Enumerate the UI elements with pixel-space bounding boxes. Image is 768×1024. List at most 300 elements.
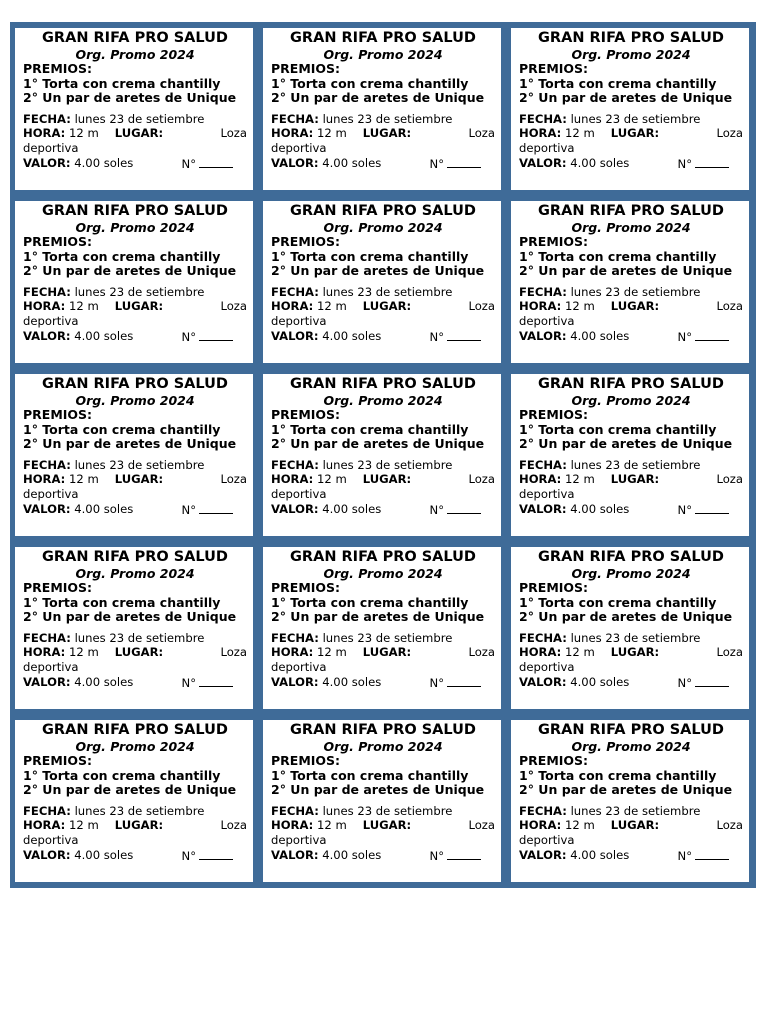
ticket-title: GRAN RIFA PRO SALUD: [290, 722, 476, 738]
ticket-number: [678, 675, 729, 691]
valor-row: [519, 848, 743, 864]
fecha-label: FECHA:: [519, 630, 567, 645]
lugar-value-line1: Loza: [716, 299, 743, 314]
ticket-number-blank: [199, 675, 233, 687]
ticket-title: GRAN RIFA PRO SALUD: [538, 722, 724, 738]
fecha-value: lunes 23 de setiembre: [74, 111, 205, 126]
fecha-row: [519, 804, 743, 819]
prizes-heading: PREMIOS:: [271, 61, 341, 76]
hora-label: HORA:: [519, 299, 562, 314]
prize-second: 2° Un par de aretes de Unique: [271, 782, 485, 797]
hora-value: 12 m: [69, 472, 99, 487]
lugar-value-line2: deportiva: [23, 833, 79, 848]
lugar-continuation-row: [23, 141, 247, 156]
fecha-label: FECHA:: [271, 284, 319, 299]
fecha-value: lunes 23 de setiembre: [74, 630, 205, 645]
ticket-number-label: N°: [677, 156, 692, 171]
raffle-ticket: [15, 28, 253, 190]
prizes-heading: PREMIOS:: [519, 753, 589, 768]
prizes-heading: PREMIOS:: [271, 234, 341, 249]
lugar-value-line2: deportiva: [519, 487, 575, 502]
raffle-ticket: [511, 201, 749, 363]
fecha-value: lunes 23 de setiembre: [570, 457, 701, 472]
ticket-details: [271, 285, 495, 345]
ticket-details: [23, 631, 247, 691]
ticket-number: [678, 848, 729, 864]
ticket-organizer: Org. Promo 2024: [571, 566, 691, 581]
fecha-label: FECHA:: [271, 630, 319, 645]
hora-label: HORA:: [519, 818, 562, 833]
ticket-number-label: N°: [181, 329, 196, 344]
ticket-number-label: N°: [429, 675, 444, 690]
valor-label: VALOR:: [519, 674, 567, 689]
hora-label: HORA:: [23, 126, 66, 141]
hora-label: HORA:: [23, 645, 66, 660]
ticket-number: [678, 156, 729, 172]
raffle-ticket: [15, 374, 253, 536]
fecha-row: [519, 458, 743, 473]
prize-first: 1° Torta con crema chantilly: [271, 594, 469, 610]
fecha-row: [519, 631, 743, 646]
hora-value: 12 m: [317, 472, 347, 487]
fecha-row: [519, 112, 743, 127]
hora-value: 12 m: [317, 299, 347, 314]
fecha-row: [23, 631, 247, 646]
lugar-value-line1: Loza: [220, 645, 247, 660]
ticket-title: GRAN RIFA PRO SALUD: [538, 549, 724, 565]
valor-label: VALOR:: [23, 501, 71, 516]
ticket-number-blank: [695, 848, 729, 860]
lugar-value-line2: deportiva: [23, 141, 79, 156]
ticket-details: [23, 458, 247, 518]
prize-second: 2° Un par de aretes de Unique: [23, 90, 237, 105]
prizes-heading: PREMIOS:: [23, 234, 93, 249]
prizes-heading: PREMIOS:: [519, 234, 589, 249]
fecha-label: FECHA:: [23, 803, 71, 818]
ticket-organizer: Org. Promo 2024: [571, 739, 691, 754]
valor-value: 4.00 soles: [74, 501, 134, 516]
hora-row: [519, 472, 743, 487]
fecha-row: [271, 112, 495, 127]
fecha-row: [23, 285, 247, 300]
ticket-number-label: N°: [181, 675, 196, 690]
fecha-label: FECHA:: [519, 457, 567, 472]
valor-row: [271, 675, 495, 691]
ticket-title: GRAN RIFA PRO SALUD: [538, 376, 724, 392]
hora-row: [271, 818, 495, 833]
raffle-ticket: [511, 374, 749, 536]
ticket-title: GRAN RIFA PRO SALUD: [42, 203, 228, 219]
hora-value: 12 m: [69, 126, 99, 141]
fecha-label: FECHA:: [23, 457, 71, 472]
lugar-label: LUGAR:: [114, 818, 164, 833]
prize-first: 1° Torta con crema chantilly: [271, 767, 469, 783]
lugar-label: LUGAR:: [362, 299, 412, 314]
lugar-continuation-row: [271, 487, 495, 502]
raffle-ticket: [263, 547, 501, 709]
lugar-continuation-row: [23, 833, 247, 848]
ticket-number-label: N°: [181, 502, 196, 517]
ticket-number-label: N°: [429, 156, 444, 171]
hora-label: HORA:: [519, 472, 562, 487]
fecha-value: lunes 23 de setiembre: [570, 630, 701, 645]
raffle-ticket: [511, 547, 749, 709]
lugar-label: LUGAR:: [610, 645, 660, 660]
fecha-label: FECHA:: [271, 111, 319, 126]
ticket-number-blank: [447, 502, 481, 514]
lugar-label: LUGAR:: [610, 472, 660, 487]
prize-second: 2° Un par de aretes de Unique: [519, 609, 733, 624]
raffle-ticket: [15, 547, 253, 709]
valor-value: 4.00 soles: [322, 328, 382, 343]
hora-row: [519, 645, 743, 660]
prizes-heading: PREMIOS:: [271, 753, 341, 768]
ticket-number-label: N°: [429, 502, 444, 517]
ticket-organizer: Org. Promo 2024: [75, 220, 195, 235]
ticket-number: [430, 848, 481, 864]
valor-label: VALOR:: [271, 847, 319, 862]
hora-row: [271, 645, 495, 660]
ticket-organizer: Org. Promo 2024: [571, 220, 691, 235]
ticket-organizer: Org. Promo 2024: [571, 393, 691, 408]
ticket-number-label: N°: [677, 502, 692, 517]
hora-value: 12 m: [565, 126, 595, 141]
prize-first: 1° Torta con crema chantilly: [23, 421, 221, 437]
ticket-organizer: Org. Promo 2024: [323, 220, 443, 235]
ticket-number-blank: [447, 675, 481, 687]
ticket-title: GRAN RIFA PRO SALUD: [42, 30, 228, 46]
prize-second: 2° Un par de aretes de Unique: [23, 263, 237, 278]
valor-label: VALOR:: [271, 674, 319, 689]
lugar-value-line2: deportiva: [271, 314, 327, 329]
ticket-details: [23, 804, 247, 864]
prize-second: 2° Un par de aretes de Unique: [271, 90, 485, 105]
hora-value: 12 m: [317, 126, 347, 141]
lugar-value-line1: Loza: [468, 472, 495, 487]
prizes-heading: PREMIOS:: [519, 407, 589, 422]
raffle-ticket: [263, 374, 501, 536]
hora-label: HORA:: [23, 299, 66, 314]
valor-row: [23, 156, 247, 172]
ticket-title: GRAN RIFA PRO SALUD: [290, 30, 476, 46]
fecha-label: FECHA:: [519, 111, 567, 126]
valor-label: VALOR:: [519, 501, 567, 516]
hora-row: [519, 299, 743, 314]
lugar-value-line2: deportiva: [271, 660, 327, 675]
hora-label: HORA:: [23, 472, 66, 487]
ticket-title: GRAN RIFA PRO SALUD: [538, 30, 724, 46]
valor-value: 4.00 soles: [322, 847, 382, 862]
valor-row: [271, 848, 495, 864]
prizes-heading: PREMIOS:: [23, 580, 93, 595]
valor-value: 4.00 soles: [322, 674, 382, 689]
fecha-value: lunes 23 de setiembre: [570, 803, 701, 818]
hora-label: HORA:: [271, 299, 314, 314]
hora-row: [23, 645, 247, 660]
fecha-row: [271, 631, 495, 646]
lugar-continuation-row: [23, 314, 247, 329]
raffle-ticket-sheet: [10, 22, 756, 888]
valor-row: [519, 675, 743, 691]
hora-row: [23, 299, 247, 314]
raffle-ticket: [511, 28, 749, 190]
ticket-number: [430, 502, 481, 518]
valor-label: VALOR:: [519, 155, 567, 170]
valor-value: 4.00 soles: [322, 501, 382, 516]
fecha-value: lunes 23 de setiembre: [74, 803, 205, 818]
lugar-value-line1: Loza: [468, 126, 495, 141]
valor-row: [23, 675, 247, 691]
fecha-value: lunes 23 de setiembre: [322, 630, 453, 645]
lugar-value-line2: deportiva: [23, 660, 79, 675]
lugar-value-line1: Loza: [716, 126, 743, 141]
valor-row: [271, 329, 495, 345]
fecha-value: lunes 23 de setiembre: [322, 803, 453, 818]
ticket-number: [678, 502, 729, 518]
ticket-organizer: Org. Promo 2024: [323, 739, 443, 754]
hora-value: 12 m: [69, 818, 99, 833]
ticket-number-blank: [447, 329, 481, 341]
hora-label: HORA:: [271, 645, 314, 660]
fecha-label: FECHA:: [23, 284, 71, 299]
fecha-row: [519, 285, 743, 300]
lugar-continuation-row: [271, 314, 495, 329]
valor-row: [23, 502, 247, 518]
valor-label: VALOR:: [271, 328, 319, 343]
hora-value: 12 m: [565, 645, 595, 660]
hora-value: 12 m: [317, 818, 347, 833]
raffle-ticket: [263, 720, 501, 882]
ticket-number: [182, 502, 233, 518]
prize-second: 2° Un par de aretes de Unique: [271, 436, 485, 451]
ticket-number-blank: [199, 848, 233, 860]
hora-row: [271, 299, 495, 314]
ticket-title: GRAN RIFA PRO SALUD: [42, 549, 228, 565]
valor-label: VALOR:: [23, 847, 71, 862]
ticket-number-blank: [199, 329, 233, 341]
ticket-organizer: Org. Promo 2024: [75, 739, 195, 754]
valor-label: VALOR:: [519, 847, 567, 862]
hora-value: 12 m: [565, 299, 595, 314]
valor-row: [519, 502, 743, 518]
ticket-title: GRAN RIFA PRO SALUD: [290, 549, 476, 565]
ticket-number-blank: [447, 848, 481, 860]
hora-row: [23, 126, 247, 141]
fecha-value: lunes 23 de setiembre: [322, 457, 453, 472]
ticket-organizer: Org. Promo 2024: [75, 566, 195, 581]
valor-row: [519, 156, 743, 172]
prize-second: 2° Un par de aretes de Unique: [519, 90, 733, 105]
valor-value: 4.00 soles: [74, 674, 134, 689]
ticket-details: [519, 631, 743, 691]
lugar-label: LUGAR:: [362, 645, 412, 660]
prize-first: 1° Torta con crema chantilly: [23, 594, 221, 610]
fecha-label: FECHA:: [271, 457, 319, 472]
fecha-row: [271, 804, 495, 819]
prizes-heading: PREMIOS:: [519, 580, 589, 595]
fecha-row: [23, 458, 247, 473]
hora-label: HORA:: [519, 645, 562, 660]
ticket-number-label: N°: [181, 848, 196, 863]
lugar-continuation-row: [519, 487, 743, 502]
fecha-label: FECHA:: [271, 803, 319, 818]
valor-value: 4.00 soles: [74, 328, 134, 343]
ticket-organizer: Org. Promo 2024: [75, 393, 195, 408]
ticket-number-blank: [199, 502, 233, 514]
lugar-value-line2: deportiva: [519, 314, 575, 329]
ticket-details: [271, 112, 495, 172]
hora-value: 12 m: [317, 645, 347, 660]
ticket-title: GRAN RIFA PRO SALUD: [290, 203, 476, 219]
lugar-continuation-row: [23, 660, 247, 675]
prize-first: 1° Torta con crema chantilly: [23, 75, 221, 91]
lugar-value-line1: Loza: [220, 818, 247, 833]
lugar-continuation-row: [23, 487, 247, 502]
prizes-heading: PREMIOS:: [519, 61, 589, 76]
lugar-continuation-row: [519, 833, 743, 848]
ticket-number-blank: [695, 675, 729, 687]
lugar-value-line1: Loza: [468, 818, 495, 833]
ticket-number: [430, 675, 481, 691]
valor-row: [23, 848, 247, 864]
lugar-label: LUGAR:: [114, 126, 164, 141]
prizes-heading: PREMIOS:: [23, 753, 93, 768]
valor-label: VALOR:: [23, 328, 71, 343]
valor-value: 4.00 soles: [570, 155, 630, 170]
lugar-label: LUGAR:: [362, 818, 412, 833]
ticket-details: [271, 804, 495, 864]
prize-second: 2° Un par de aretes de Unique: [519, 436, 733, 451]
lugar-value-line1: Loza: [716, 818, 743, 833]
lugar-label: LUGAR:: [610, 818, 660, 833]
ticket-title: GRAN RIFA PRO SALUD: [538, 203, 724, 219]
lugar-value-line1: Loza: [468, 645, 495, 660]
ticket-number-label: N°: [677, 329, 692, 344]
lugar-label: LUGAR:: [114, 472, 164, 487]
hora-label: HORA:: [519, 126, 562, 141]
prize-first: 1° Torta con crema chantilly: [519, 248, 717, 264]
prizes-heading: PREMIOS:: [271, 580, 341, 595]
lugar-label: LUGAR:: [610, 126, 660, 141]
ticket-number: [182, 156, 233, 172]
ticket-number-blank: [447, 156, 481, 168]
lugar-value-line2: deportiva: [271, 833, 327, 848]
prize-first: 1° Torta con crema chantilly: [23, 767, 221, 783]
prize-second: 2° Un par de aretes de Unique: [519, 782, 733, 797]
ticket-number: [182, 848, 233, 864]
prize-first: 1° Torta con crema chantilly: [519, 767, 717, 783]
lugar-value-line1: Loza: [220, 299, 247, 314]
ticket-number-label: N°: [429, 848, 444, 863]
ticket-number-label: N°: [677, 848, 692, 863]
fecha-label: FECHA:: [23, 630, 71, 645]
hora-row: [23, 818, 247, 833]
ticket-number: [182, 329, 233, 345]
ticket-number-label: N°: [677, 675, 692, 690]
ticket-number: [678, 329, 729, 345]
ticket-number-label: N°: [181, 156, 196, 171]
ticket-details: [519, 804, 743, 864]
ticket-organizer: Org. Promo 2024: [75, 47, 195, 62]
prize-second: 2° Un par de aretes de Unique: [271, 609, 485, 624]
ticket-number: [182, 675, 233, 691]
valor-row: [23, 329, 247, 345]
prize-second: 2° Un par de aretes de Unique: [271, 263, 485, 278]
prizes-heading: PREMIOS:: [23, 407, 93, 422]
prizes-heading: PREMIOS:: [23, 61, 93, 76]
ticket-details: [23, 112, 247, 172]
valor-value: 4.00 soles: [570, 674, 630, 689]
raffle-ticket: [263, 201, 501, 363]
fecha-row: [23, 804, 247, 819]
ticket-organizer: Org. Promo 2024: [323, 393, 443, 408]
fecha-row: [271, 285, 495, 300]
ticket-details: [519, 112, 743, 172]
prize-second: 2° Un par de aretes de Unique: [519, 263, 733, 278]
ticket-title: GRAN RIFA PRO SALUD: [290, 376, 476, 392]
ticket-details: [519, 285, 743, 345]
raffle-ticket: [263, 28, 501, 190]
prize-first: 1° Torta con crema chantilly: [23, 248, 221, 264]
lugar-value-line1: Loza: [220, 472, 247, 487]
hora-value: 12 m: [69, 645, 99, 660]
fecha-row: [271, 458, 495, 473]
valor-label: VALOR:: [23, 674, 71, 689]
valor-value: 4.00 soles: [570, 501, 630, 516]
ticket-organizer: Org. Promo 2024: [571, 47, 691, 62]
raffle-ticket: [511, 720, 749, 882]
lugar-label: LUGAR:: [610, 299, 660, 314]
hora-row: [271, 126, 495, 141]
valor-label: VALOR:: [271, 155, 319, 170]
prize-first: 1° Torta con crema chantilly: [271, 248, 469, 264]
hora-value: 12 m: [69, 299, 99, 314]
hora-label: HORA:: [271, 126, 314, 141]
valor-label: VALOR:: [519, 328, 567, 343]
lugar-value-line1: Loza: [716, 645, 743, 660]
ticket-details: [519, 458, 743, 518]
prizes-heading: PREMIOS:: [271, 407, 341, 422]
lugar-value-line1: Loza: [716, 472, 743, 487]
valor-row: [271, 502, 495, 518]
hora-row: [23, 472, 247, 487]
hora-value: 12 m: [565, 818, 595, 833]
lugar-value-line2: deportiva: [519, 660, 575, 675]
lugar-value-line2: deportiva: [23, 487, 79, 502]
lugar-value-line2: deportiva: [23, 314, 79, 329]
ticket-details: [23, 285, 247, 345]
ticket-number-blank: [695, 156, 729, 168]
lugar-value-line2: deportiva: [519, 141, 575, 156]
fecha-row: [23, 112, 247, 127]
valor-value: 4.00 soles: [570, 328, 630, 343]
ticket-number-blank: [695, 502, 729, 514]
prize-first: 1° Torta con crema chantilly: [271, 421, 469, 437]
fecha-value: lunes 23 de setiembre: [322, 111, 453, 126]
fecha-value: lunes 23 de setiembre: [570, 284, 701, 299]
lugar-value-line1: Loza: [468, 299, 495, 314]
hora-row: [519, 818, 743, 833]
ticket-number: [430, 329, 481, 345]
ticket-organizer: Org. Promo 2024: [323, 47, 443, 62]
lugar-label: LUGAR:: [114, 299, 164, 314]
prize-second: 2° Un par de aretes de Unique: [23, 436, 237, 451]
ticket-title: GRAN RIFA PRO SALUD: [42, 722, 228, 738]
prize-first: 1° Torta con crema chantilly: [519, 75, 717, 91]
valor-value: 4.00 soles: [74, 155, 134, 170]
valor-value: 4.00 soles: [74, 847, 134, 862]
lugar-label: LUGAR:: [114, 645, 164, 660]
